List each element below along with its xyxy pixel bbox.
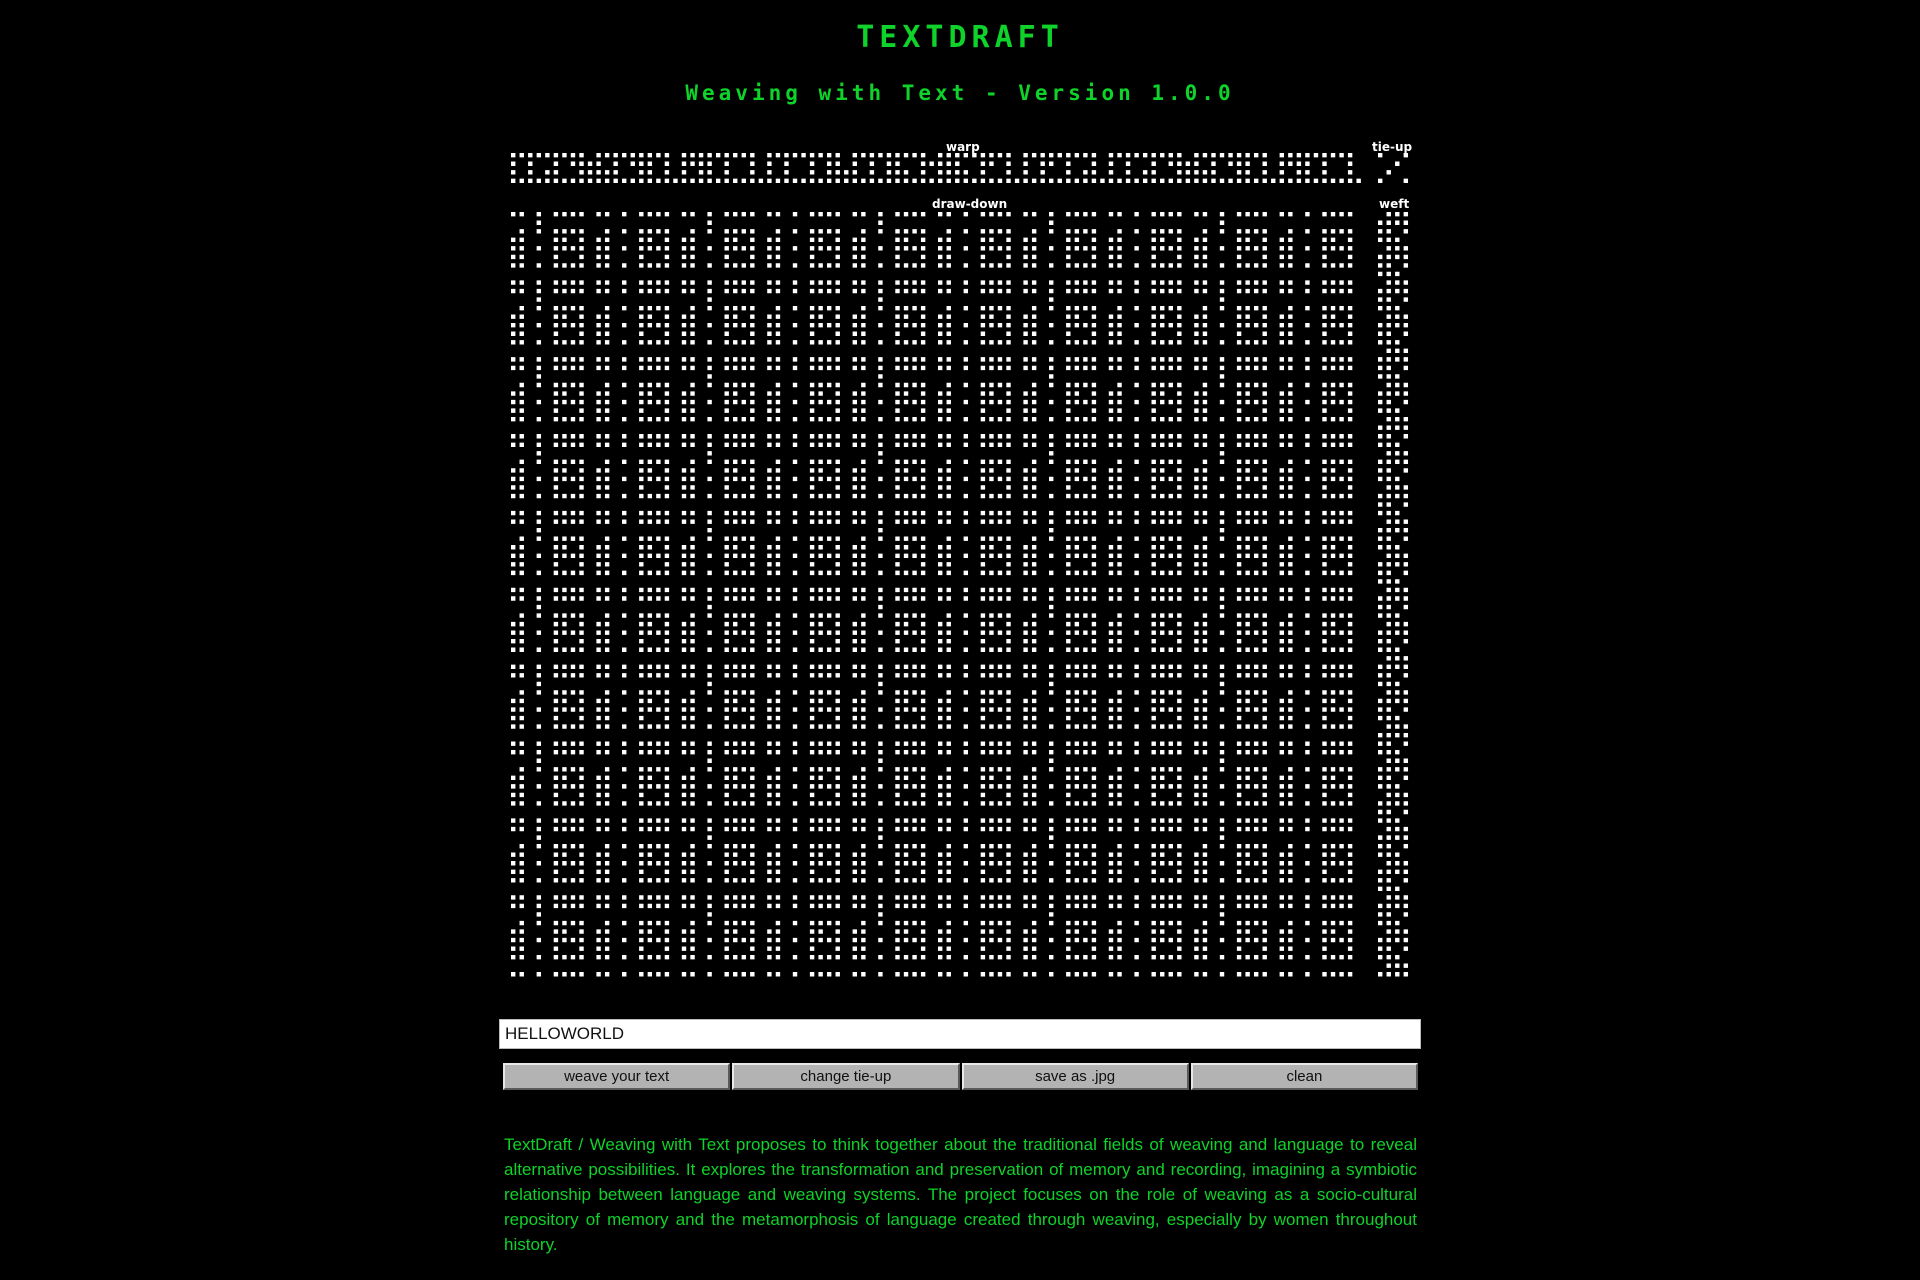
weft-grid [1378, 212, 1408, 976]
clean-button[interactable]: clean [1191, 1063, 1418, 1090]
warp-label: warp [946, 140, 980, 154]
weft-label: weft [1379, 197, 1410, 211]
warp-grid [511, 153, 1361, 183]
tieup-label: tie-up [1372, 140, 1413, 154]
drawdown-grid [511, 212, 1352, 976]
app-title: TEXTDRAFT [856, 20, 1064, 55]
action-buttons [503, 1063, 1418, 1090]
tieup-grid[interactable] [1378, 153, 1408, 183]
weave-button[interactable]: weave your text [503, 1063, 730, 1090]
drawdown-label: draw-down [932, 197, 1008, 211]
project-description: TextDraft / Weaving with Text proposes to think together about the traditional fields of weaving and language to reveal alternative possibilities. It explores the transformation and preservation of memory and recording, imagining a symbiotic relationship between language and weaving systems. The project focuses on the role of weaving as a socio-cultural repository of memory and the metamorphosis of language created through weaving, especially by women throughout history. [504, 1135, 1417, 1254]
save-jpg-button[interactable]: save as .jpg [962, 1063, 1189, 1090]
change-tieup-button[interactable]: change tie-up [732, 1063, 959, 1090]
app-subtitle: Weaving with Text - Version 1.0.0 [685, 81, 1235, 105]
text-input[interactable] [499, 1019, 1421, 1049]
